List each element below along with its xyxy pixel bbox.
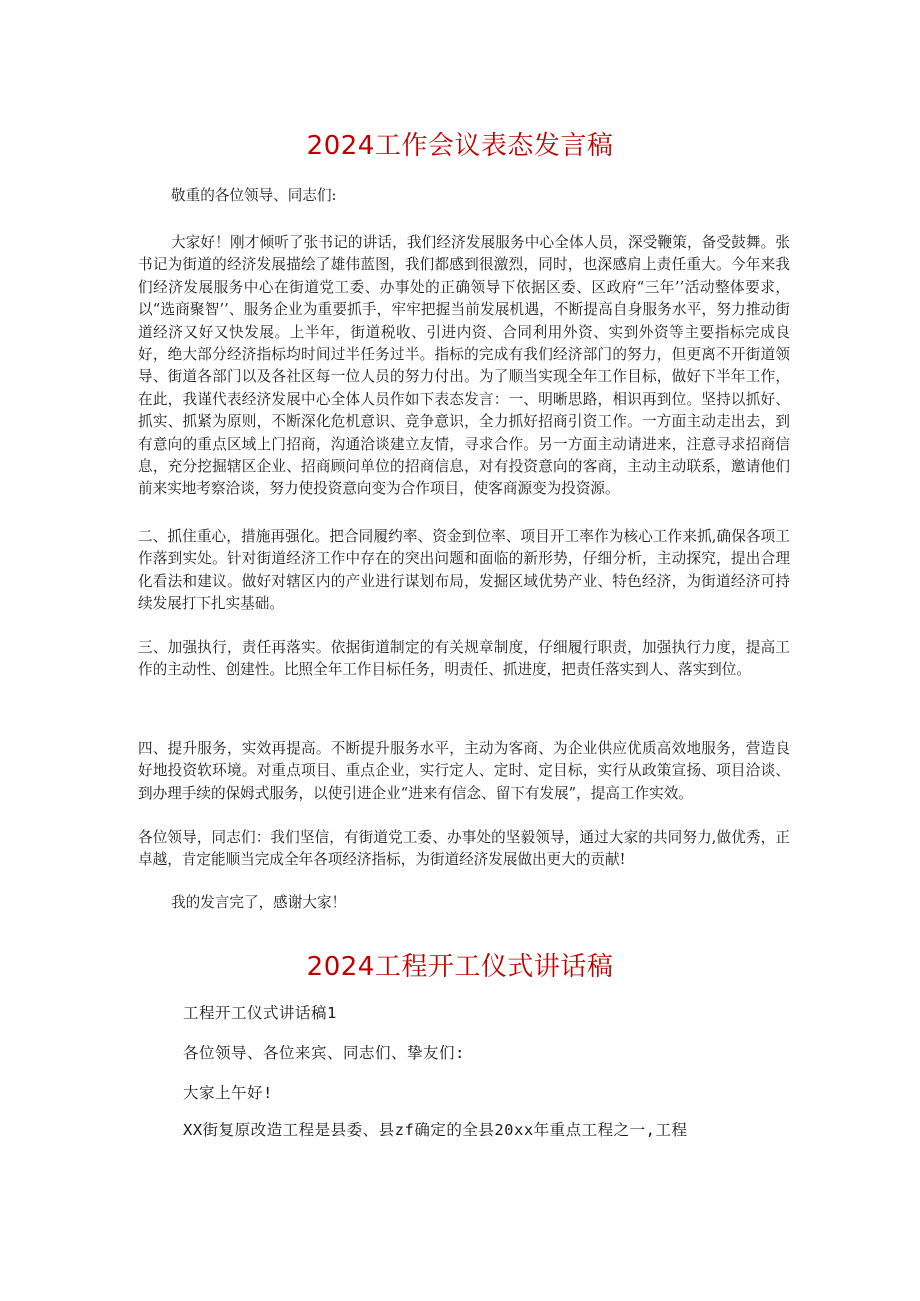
speech1-greeting: 敬重的各位领导、同志们: xyxy=(171,187,337,204)
speech1-paragraph-1: 大家好！刚才倾听了张书记的讲话，我们经济发展服务中心全体人员，深受鞭策，备受鼓舞。张书记为街道的经济发展描绘了雄伟蓝图，我们都感到很激烈，同时，也深感肩上责任重大。今年来我们经济发展服务中心在街道党工委、办事处的正确领导下依据区委、区政府“三年’’活动整体要求，以“选商聚智’’、服务企业为重要抓手，牢牢把握当前发展机遇，不断提高自身服务水平，努力推动街道经济又好又快发展。上半年，街道税收、引进内资、合同利用外资、实到外资等主要指标完成良好，绝大部分经济指标均时间过半任务过半。指标的完成有我们经济部门的努力，但更离不开街道领导、街道各部门以及各社区每一位人员的努力付出。为了顺当实现全年工作目标，做好下半年工作，在此，我谨代表经济发展中心全体人员作如下表态发言：一、明晰思路，相识再到位。坚持以抓好、抓实、抓紧为原则，不断深化危机意识、竞争意识，全力抓好招商引资工作。一方面主动走出去，到有意向的重点区域上门招商，沟通洽谈建立友情，寻求合作。另一方面主动请进来，注意寻求招商信息，充分挖掘辖区企业、招商顾问单位的招商信息，对有投资意向的客商，主动主动联系，邀请他们前来实地考察洽谈，努力使投资意向变为合作项目，使客商源变为投资源。 xyxy=(138,234,790,498)
speech1-paragraph-2: 二、抓住重心，措施再强化。把合同履约率、资金到位率、项目开工率作为核心工作来抓,确保各项工作落到实处。针对街道经济工作中存在的突出问题和面临的新形势，仔细分析，主动探究，提出合理化看法和建议。做好对辖区内的产业进行谋划布局，发掘区域优势产业、特色经济，为街道经济可持续发展打下扎实基础。 xyxy=(138,528,790,613)
speech1-paragraph-5: 各位领导，同志们：我们坚信，有街道党工委、办事处的坚毅领导，通过大家的共同努力,做优秀，正卓越，肯定能顺当完成全年各项经济指标，为街道经济发展做出更大的贡献! xyxy=(138,829,790,869)
speech1-title: 2024工作会议表态发言稿 xyxy=(306,131,614,161)
speech2-hello: 大家上午好! xyxy=(183,1084,273,1102)
speech1-closing: 我的发言完了，感谢大家！ xyxy=(171,894,347,911)
speech2-subtitle: 工程开工仪式讲话稿1 xyxy=(183,1004,337,1022)
speech1-paragraph-4: 四、提升服务，实效再提高。不断提升服务水平，主动为客商、为企业供应优质高效地服务，营造良好地投资软环境。对重点项目、重点企业，实行定人、定时、定目标，实行从政策宣扬、项目洽谈、到办理手续的保姆式服务，以使引进企业“进来有信念、留下有发展”，提高工作实效。 xyxy=(138,740,790,802)
speech2-title: 2024工程开工仪式讲话稿 xyxy=(306,952,614,982)
speech2-greeting: 各位领导、各位来宾、同志们、挚友们: xyxy=(183,1044,465,1062)
speech1-paragraph-3: 三、加强执行，责任再落实。依据街道制定的有关规章制度，仔细履行职责，加强执行力度，提高工作的主动性、创建性。比照全年工作目标任务，明责任、抓进度，把责任落实到人、落实到位。 xyxy=(138,639,790,679)
speech2-paragraph-1: XX街复原改造工程是县委、县zf确定的全县20xx年重点工程之一,工程 xyxy=(183,1121,688,1139)
